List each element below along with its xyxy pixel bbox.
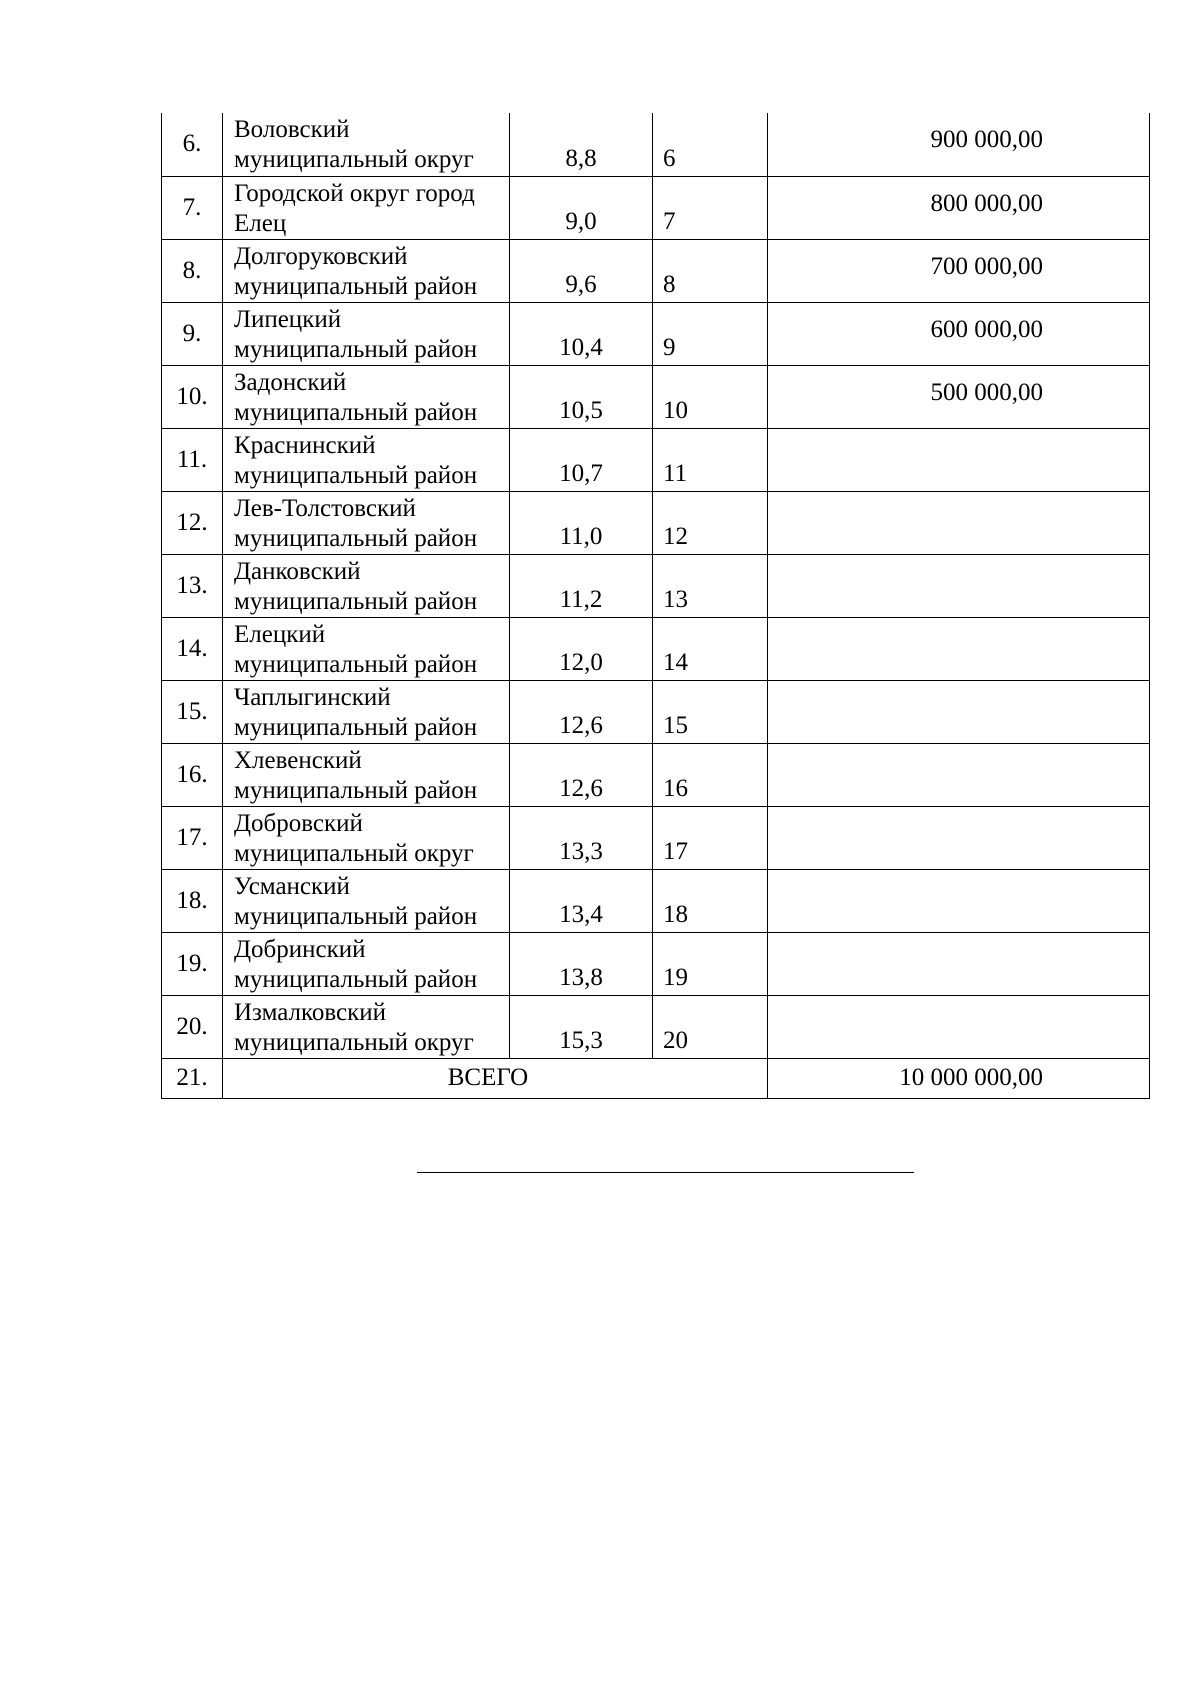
municipality-name xyxy=(223,743,510,806)
municipality-name xyxy=(223,302,510,365)
municipality-name xyxy=(223,554,510,617)
row-number: 6. xyxy=(162,113,223,176)
table-row xyxy=(162,302,1150,365)
rank-place: 12 xyxy=(653,491,768,554)
table-row xyxy=(162,428,1150,491)
table-row xyxy=(162,806,1150,869)
row-number: 20. xyxy=(162,995,223,1058)
rank-place: 20 xyxy=(653,995,768,1058)
grant-amount: 600 000,00 xyxy=(768,302,1150,365)
municipality-name-line2: муниципальный район xyxy=(234,776,478,804)
grant-amount: 700 000,00 xyxy=(768,239,1150,302)
end-of-document-line xyxy=(417,1172,914,1173)
table-row xyxy=(162,176,1150,239)
indicator-value: 10,7 xyxy=(510,428,653,491)
grant-amount xyxy=(768,743,1150,806)
municipality-name-line1: Данковский xyxy=(234,557,361,585)
rank-place: 7 xyxy=(653,176,768,239)
indicator-value: 15,3 xyxy=(510,995,653,1058)
grant-amount: 900 000,00 xyxy=(768,113,1150,176)
municipality-name xyxy=(223,491,510,554)
grant-amount xyxy=(768,428,1150,491)
municipality-name-line2: муниципальный район xyxy=(234,524,478,552)
row-number: 7. xyxy=(162,176,223,239)
indicator-value: 10,5 xyxy=(510,365,653,428)
total-amount: 10 000 000,00 xyxy=(768,1058,1150,1098)
rank-place: 6 xyxy=(653,113,768,176)
grant-amount xyxy=(768,491,1150,554)
indicator-value: 10,4 xyxy=(510,302,653,365)
row-number: 15. xyxy=(162,680,223,743)
indicator-value: 12,6 xyxy=(510,680,653,743)
municipality-name xyxy=(223,239,510,302)
municipality-name-line2: муниципальный район xyxy=(234,587,478,615)
grant-amount: 500 000,00 xyxy=(768,365,1150,428)
municipality-name-line1: Усманский xyxy=(234,872,350,900)
municipality-name-line1: Чаплыгинский xyxy=(234,683,391,711)
municipality-name-line2: муниципальный район xyxy=(234,398,478,426)
rank-place: 14 xyxy=(653,617,768,680)
municipality-name-line1: Воловский xyxy=(234,116,350,143)
municipality-name-line2: Елец xyxy=(234,209,287,237)
indicator-value: 12,0 xyxy=(510,617,653,680)
municipality-name-line2: муниципальный район xyxy=(234,650,478,678)
grant-amount xyxy=(768,995,1150,1058)
indicator-value: 8,8 xyxy=(510,113,653,176)
row-number: 18. xyxy=(162,869,223,932)
row-number: 8. xyxy=(162,239,223,302)
municipality-name-line1: Хлевенский xyxy=(234,746,362,774)
row-number: 12. xyxy=(162,491,223,554)
municipality-name-line2: муниципальный округ xyxy=(234,146,474,173)
municipality-name xyxy=(223,806,510,869)
municipality-name xyxy=(223,428,510,491)
indicator-value: 13,8 xyxy=(510,932,653,995)
table-row xyxy=(162,617,1150,680)
table-row xyxy=(162,995,1150,1058)
municipality-name-line1: Елецкий xyxy=(234,620,326,648)
municipality-name xyxy=(223,869,510,932)
indicator-value: 13,3 xyxy=(510,806,653,869)
row-number: 17. xyxy=(162,806,223,869)
municipality-name xyxy=(223,995,510,1058)
row-number: 19. xyxy=(162,932,223,995)
municipality-name-line2: муниципальный район xyxy=(234,272,478,300)
rank-place: 19 xyxy=(653,932,768,995)
grant-amount xyxy=(768,932,1150,995)
municipality-name xyxy=(223,617,510,680)
indicator-value: 11,2 xyxy=(510,554,653,617)
grant-amount xyxy=(768,680,1150,743)
indicator-value: 9,0 xyxy=(510,176,653,239)
row-number: 16. xyxy=(162,743,223,806)
rank-place: 8 xyxy=(653,239,768,302)
municipality-name xyxy=(223,680,510,743)
municipality-name xyxy=(223,113,510,176)
grant-amount xyxy=(768,869,1150,932)
municipality-name-line1: Долгоруковский xyxy=(234,242,408,270)
municipality-name xyxy=(223,932,510,995)
municipality-name-line1: Краснинский xyxy=(234,431,376,459)
municipality-name-line2: муниципальный район xyxy=(234,902,478,930)
municipality-name-line1: Добринский xyxy=(234,935,366,963)
table-row xyxy=(162,491,1150,554)
table-row xyxy=(162,113,1150,176)
table-row xyxy=(162,869,1150,932)
table-row xyxy=(162,680,1150,743)
grant-amount xyxy=(768,554,1150,617)
rank-place: 13 xyxy=(653,554,768,617)
indicator-value: 9,6 xyxy=(510,239,653,302)
rank-place: 17 xyxy=(653,806,768,869)
rank-place: 9 xyxy=(653,302,768,365)
row-number: 10. xyxy=(162,365,223,428)
municipality-name-line1: Городской округ город xyxy=(234,179,475,207)
row-number: 9. xyxy=(162,302,223,365)
total-row-number: 21. xyxy=(162,1058,223,1098)
indicator-value: 13,4 xyxy=(510,869,653,932)
municipality-name-line2: муниципальный район xyxy=(234,461,478,489)
municipality-name-line2: муниципальный округ xyxy=(234,1028,474,1056)
row-number: 11. xyxy=(162,428,223,491)
rank-place: 18 xyxy=(653,869,768,932)
municipality-name-line2: муниципальный район xyxy=(234,713,478,741)
row-number: 13. xyxy=(162,554,223,617)
municipality-name-line2: муниципальный район xyxy=(234,965,478,993)
municipality-name-line2: муниципальный округ xyxy=(234,839,474,867)
indicator-value: 11,0 xyxy=(510,491,653,554)
municipality-name-line1: Лев-Толстовский xyxy=(234,494,416,522)
table-row xyxy=(162,365,1150,428)
municipality-name-line1: Добровский xyxy=(234,809,363,837)
rank-place: 15 xyxy=(653,680,768,743)
municipality-name-line1: Измалковский xyxy=(234,998,387,1026)
total-label: ВСЕГО xyxy=(223,1058,768,1098)
grant-amount: 800 000,00 xyxy=(768,176,1150,239)
rank-place: 10 xyxy=(653,365,768,428)
allocation-table xyxy=(161,113,1150,1099)
table-row xyxy=(162,239,1150,302)
table-row xyxy=(162,932,1150,995)
grant-amount xyxy=(768,806,1150,869)
row-number: 14. xyxy=(162,617,223,680)
rank-place: 16 xyxy=(653,743,768,806)
table-body xyxy=(162,113,1150,1098)
municipality-name-line1: Липецкий xyxy=(234,305,342,333)
municipality-name-line1: Задонский xyxy=(234,368,347,396)
municipality-name xyxy=(223,176,510,239)
indicator-value: 12,6 xyxy=(510,743,653,806)
municipality-name-line2: муниципальный район xyxy=(234,335,478,363)
rank-place: 11 xyxy=(653,428,768,491)
municipality-name xyxy=(223,365,510,428)
total-row xyxy=(162,1058,1150,1098)
grant-amount xyxy=(768,617,1150,680)
table-row xyxy=(162,554,1150,617)
table-row xyxy=(162,743,1150,806)
